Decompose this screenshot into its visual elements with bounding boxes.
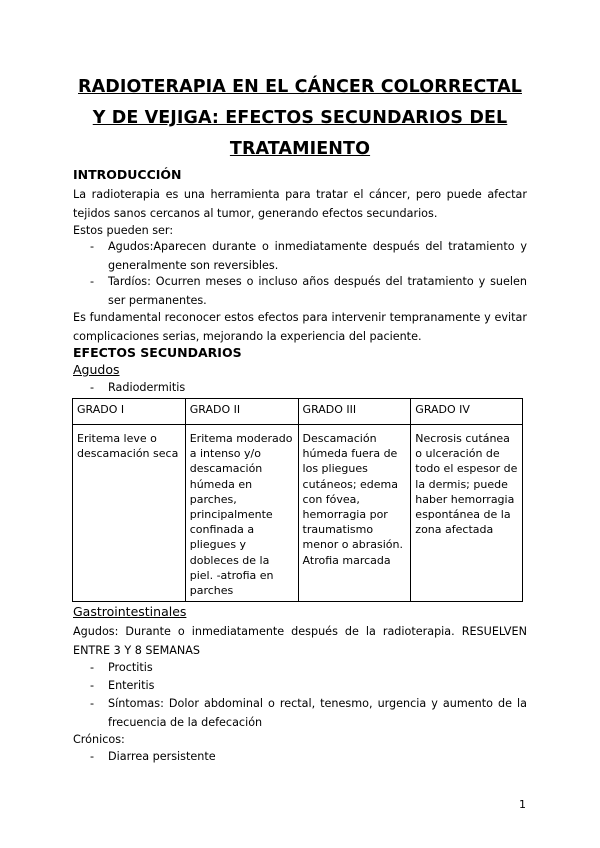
gastro-bullet-proctitis: Proctitis (108, 661, 153, 674)
bullet-dash: - (90, 679, 95, 692)
gastro-subheading: Gastrointestinales (73, 604, 187, 619)
table-header-cell: GRADO II (185, 399, 298, 425)
intro-bullet-acute: Agudos:Aparecen durante o inmediatamente después del tratamiento y generalmente son reversibles. (108, 240, 527, 272)
bullet-dash: - (90, 697, 95, 710)
chronic-bullet-diarrhea: Diarrea persistente (108, 750, 216, 763)
title-line-3: TRATAMIENTO (229, 139, 371, 159)
page-number: 1 (519, 798, 526, 811)
table-cell-grade-2: Eritema moderado a intenso y/o descamación húmeda en parches, principalmente confinada a pliegues y dobleces de la piel. -atrofia en parches (185, 425, 298, 602)
bullet-dash: - (90, 275, 95, 288)
table-cell-grade-4: Necrosis cutánea o ulceración de todo el espesor de la dermis; puede haber hemorragia espontánea de la zona afectada (411, 425, 523, 602)
table-header-cell: GRADO III (298, 399, 411, 425)
intro-bullet-late: Tardíos: Ocurren meses o incluso años después del tratamiento y suelen ser permanentes. (108, 275, 527, 307)
table-header-row (73, 399, 523, 425)
gastro-bullet-enteritis: Enteritis (108, 679, 155, 692)
table-cell-grade-1: Eritema leve o descamación seca (73, 425, 186, 602)
gastro-acute-text: Agudos: Durante o inmediatamente después de la radioterapia. RESUELVEN ENTRE 3 Y 8 SEMANAS (73, 625, 527, 657)
bullet-dash: - (90, 381, 95, 394)
intro-paragraph-3: Es fundamental reconocer estos efectos para intervenir tempranamente y evitar complicaciones serias, mejorando la experiencia del paciente. (73, 311, 527, 343)
gastro-bullet-symptoms: Síntomas: Dolor abdominal o rectal, tenesmo, urgencia y aumento de la frecuencia de la defecación (108, 697, 527, 729)
acute-subheading: Agudos (73, 362, 120, 377)
intro-heading: INTRODUCCIÓN (73, 167, 182, 182)
table-row (73, 425, 523, 602)
table-header-cell: GRADO I (73, 399, 186, 425)
intro-paragraph-2: Estos pueden ser: (73, 224, 174, 237)
effects-heading: EFECTOS SECUNDARIOS (73, 345, 242, 360)
title-line-2: Y DE VEJIGA: EFECTOS SECUNDARIOS DEL (92, 108, 508, 128)
table-header-cell: GRADO IV (411, 399, 523, 425)
chronic-label: Crónicos: (73, 733, 125, 746)
radiodermitis-label: Radiodermitis (108, 381, 186, 394)
intro-paragraph-1: La radioterapia es una herramienta para tratar el cáncer, pero puede afectar tejidos sanos cercanos al tumor, generando efectos secundarios. (73, 188, 527, 220)
bullet-dash: - (90, 240, 95, 253)
table-cell-grade-3: Descamación húmeda fuera de los pliegues cutáneos; edema con fóvea, hemorragia por traumatismo menor o abrasión. Atrofia marcada (298, 425, 411, 602)
document-title (60, 72, 540, 165)
title-line-1: RADIOTERAPIA EN EL CÁNCER COLORRECTAL (78, 77, 522, 97)
radiodermitis-grade-table (72, 398, 523, 602)
bullet-dash: - (90, 750, 95, 763)
bullet-dash: - (90, 661, 95, 674)
